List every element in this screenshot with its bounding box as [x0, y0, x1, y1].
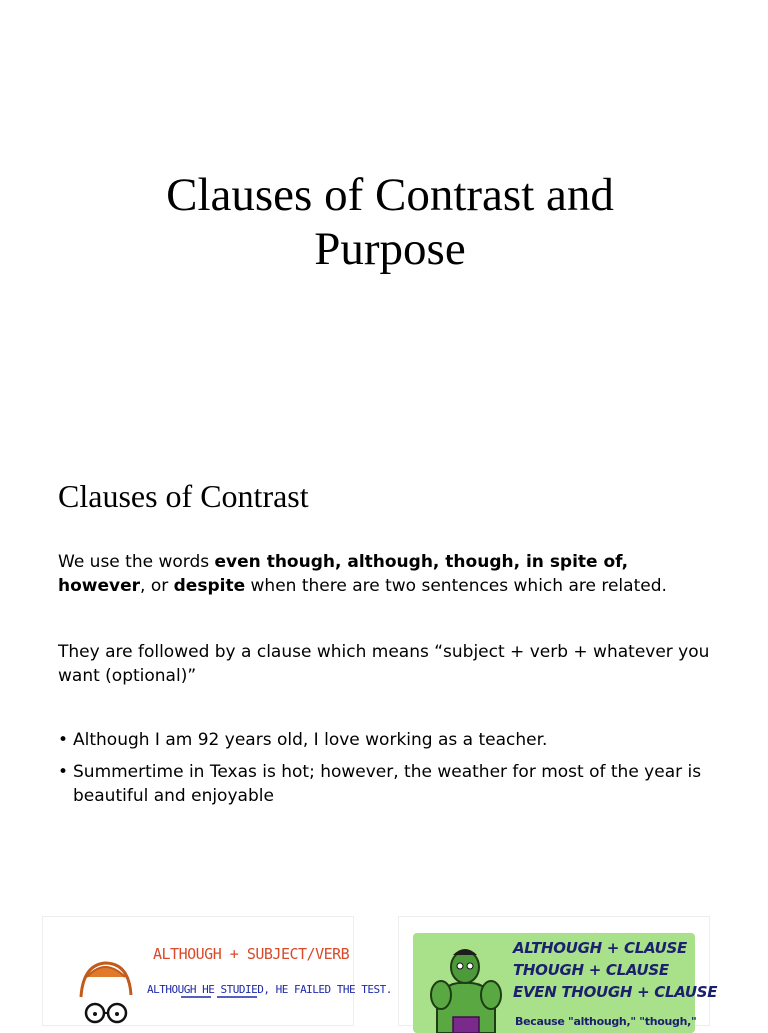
- card-rule-although: ALTHOUGH + CLAUSE: [513, 939, 687, 957]
- example-list: [58, 728, 718, 816]
- thumbnail-left-example: ALTHOUGH HE STUDIED, HE FAILED THE TEST.: [147, 983, 392, 996]
- slide-title: [60, 168, 720, 276]
- list-item-text: Although I am 92 years old, I love working as a teacher.: [73, 730, 548, 750]
- cartoon-face-icon: [43, 917, 353, 1025]
- intro-bold-words: even though, although, though, in spite of, however: [58, 552, 629, 596]
- rule-card: [413, 933, 718, 1033]
- thumbnail-left[interactable]: [42, 916, 392, 1026]
- bullet-icon: •: [58, 762, 69, 782]
- intro-text-1: We use the words: [58, 552, 215, 572]
- thumbnail-left-rule: ALTHOUGH + SUBJECT/VERB: [153, 945, 350, 963]
- intro-text-2: , or: [140, 576, 174, 596]
- list-item: [58, 728, 718, 752]
- slide-title-line-2: Purpose: [314, 223, 466, 275]
- card-rule-though: THOUGH + CLAUSE: [513, 961, 669, 979]
- intro-text-3: when there are two sentences which are related.: [245, 576, 667, 596]
- content-slide: [0, 440, 768, 900]
- list-item-text: Summertime in Texas is hot; however, the weather for most of the year is beautiful and enjoyable: [73, 762, 702, 806]
- slide-title-line-1: Clauses of Contrast and: [166, 169, 614, 221]
- thumbnail-right[interactable]: [398, 916, 718, 1028]
- intro-bold-despite: despite: [173, 576, 246, 596]
- slide-heading: Clauses of Contrast: [58, 478, 309, 514]
- card-note: Because "although," "though,": [515, 1015, 697, 1028]
- bullet-icon: •: [58, 730, 69, 750]
- intro-paragraph: [58, 550, 718, 598]
- title-slide: [0, 0, 768, 440]
- list-item: [58, 760, 718, 808]
- clause-explanation-paragraph: They are followed by a clause which means “subject + verb + whatever you want (optional)”: [58, 642, 710, 686]
- hulk-character-icon: [413, 933, 513, 1033]
- card-rule-even-though: EVEN THOUGH + CLAUSE: [513, 983, 718, 1001]
